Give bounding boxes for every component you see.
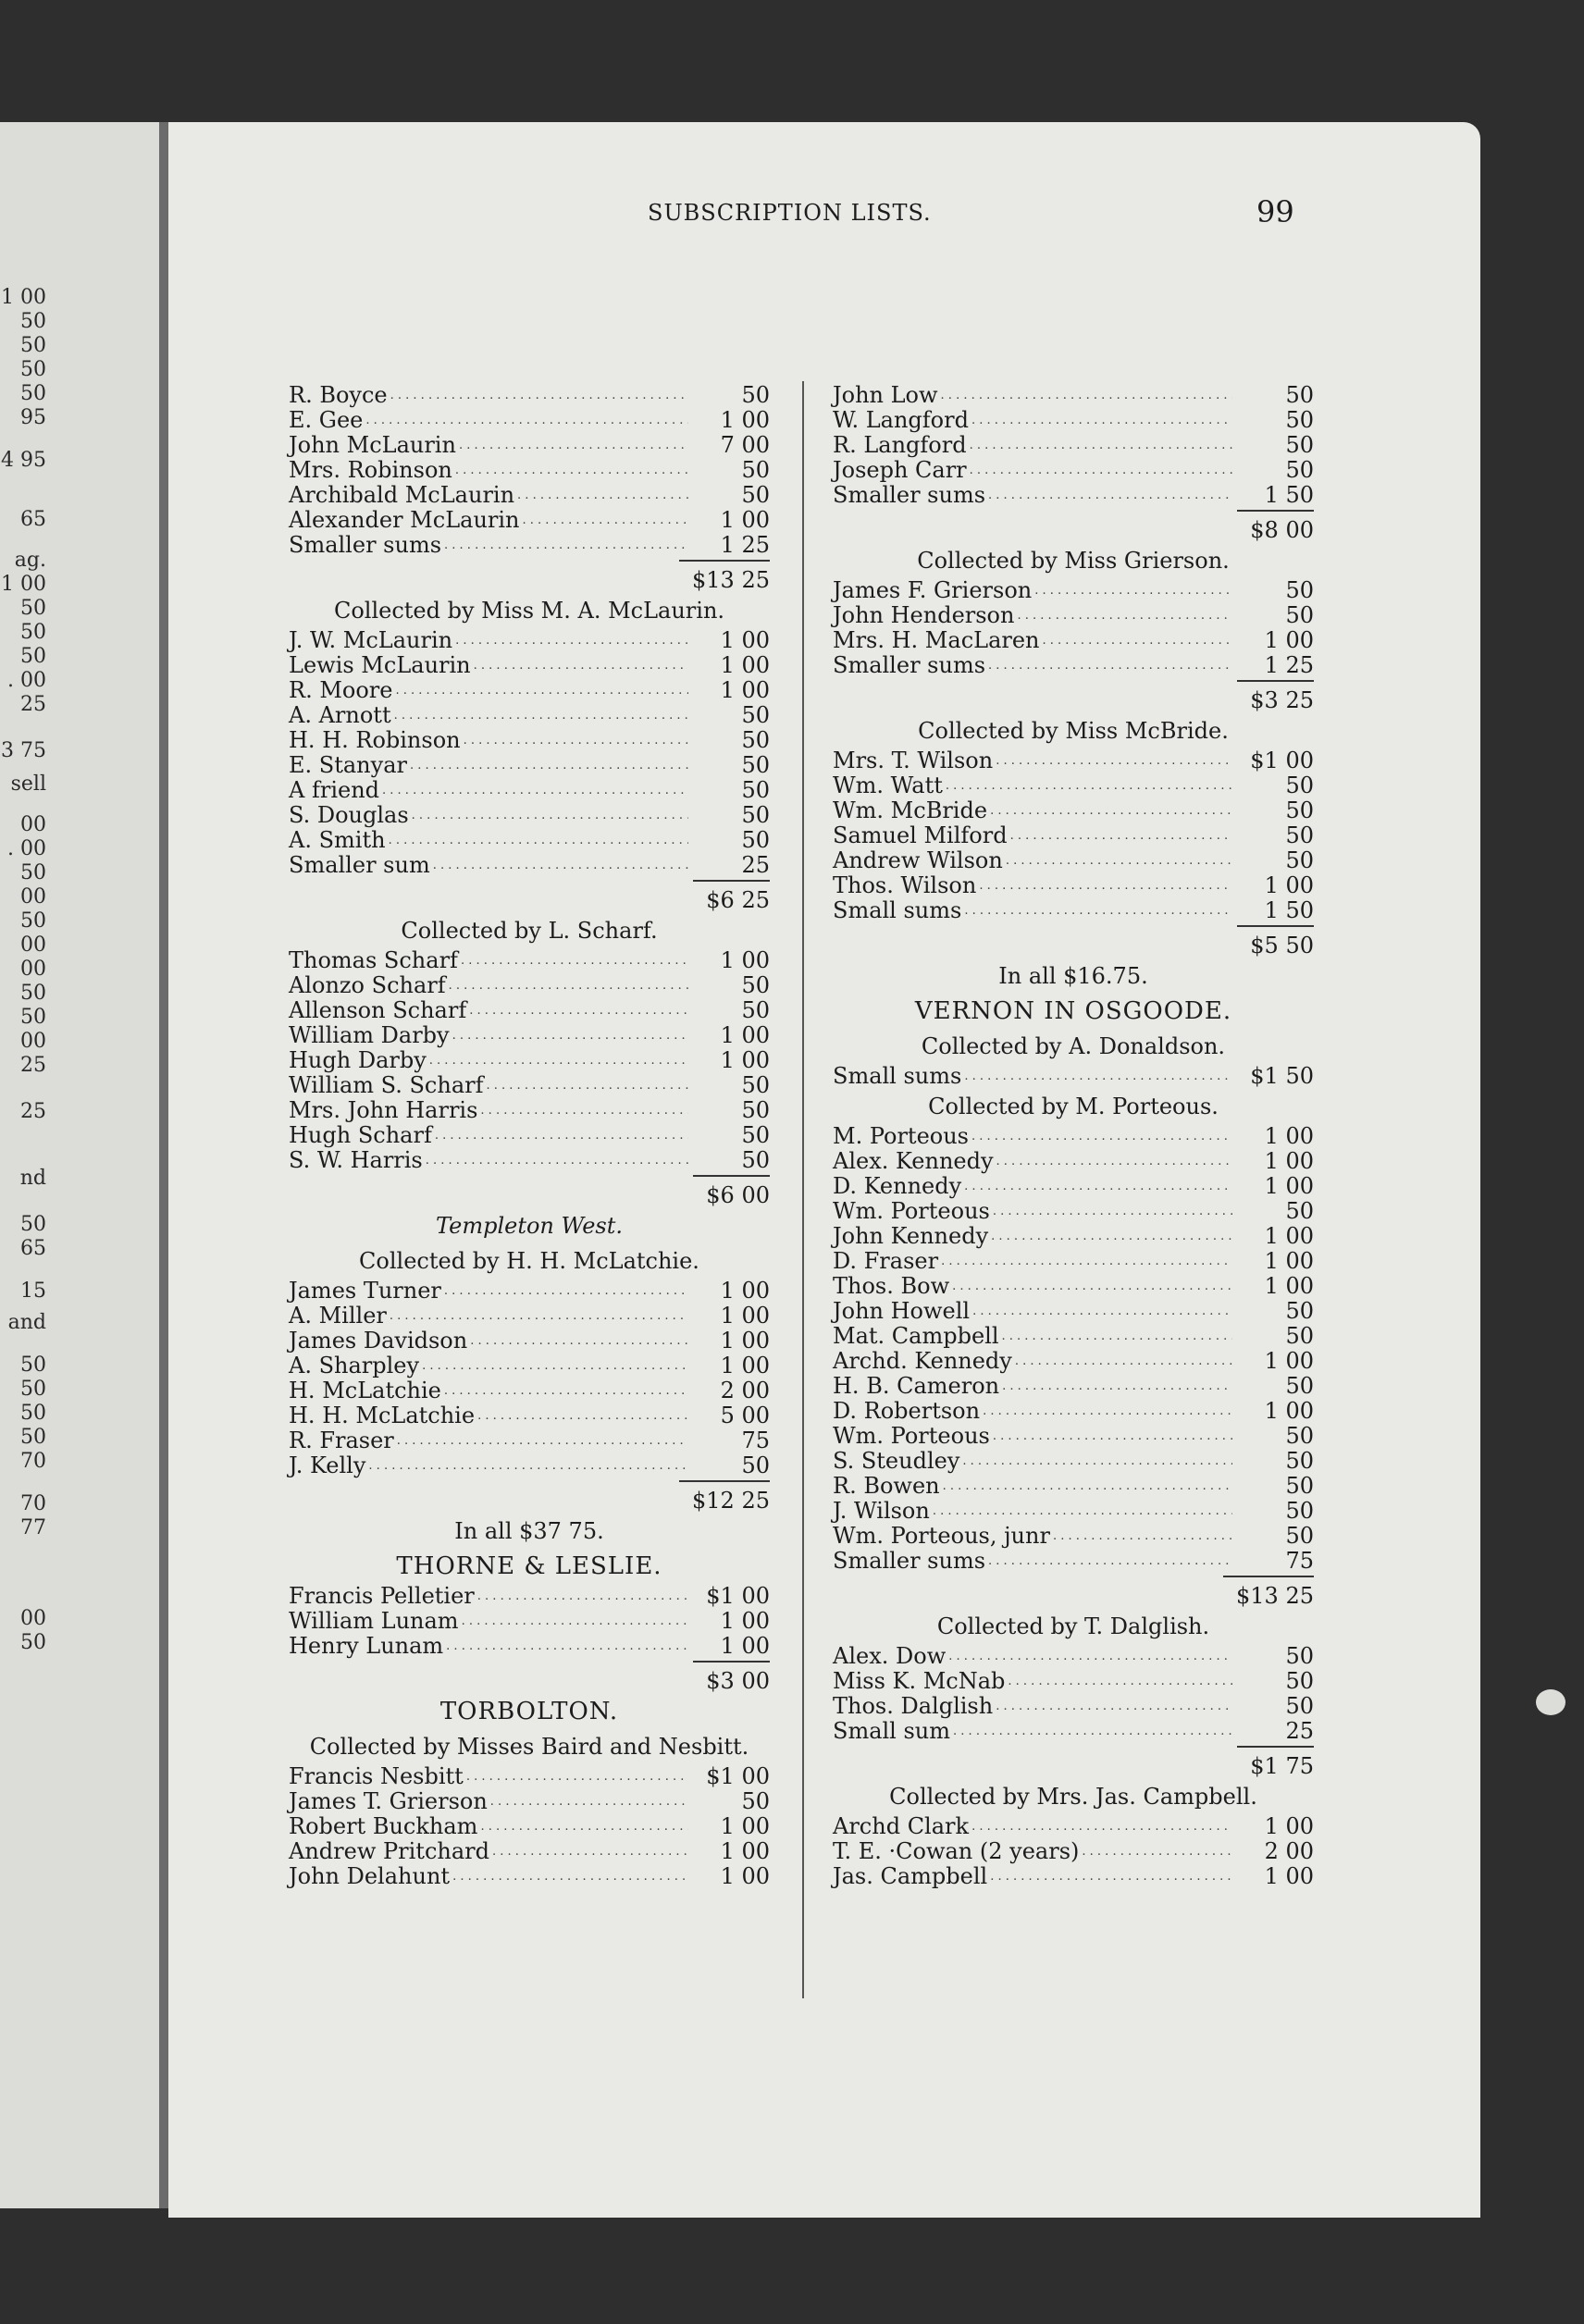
- amount: 50: [1285, 1523, 1314, 1549]
- amount: 75: [1285, 1548, 1314, 1574]
- subscription-entry: [289, 1864, 770, 1889]
- amount: 50: [741, 727, 770, 753]
- subscriber-name: R. Boyce: [289, 382, 388, 408]
- subscriber-name: A. Smith: [289, 827, 386, 853]
- subscription-entry: [833, 483, 1314, 508]
- subscriber-name: John McLaurin: [289, 432, 456, 458]
- amount: 50: [1285, 602, 1314, 628]
- subscriber-name: Small sum: [833, 1718, 951, 1744]
- amount: 50: [741, 802, 770, 828]
- amount: 50: [741, 752, 770, 778]
- amount: 50: [1285, 847, 1314, 873]
- subscriber-name: R. Moore: [289, 677, 393, 703]
- amount: 1 00: [720, 1608, 770, 1634]
- subscriber-name: James Davidson: [289, 1328, 468, 1354]
- amount: 50: [1285, 1693, 1314, 1719]
- subscriber-name: Lewis McLaurin: [289, 652, 471, 678]
- amount: 50: [741, 777, 770, 803]
- amount: 75: [741, 1428, 770, 1453]
- collector-heading: Collected by M. Porteous.: [928, 1094, 1219, 1119]
- subscriber-name: Andrew Wilson: [833, 847, 1003, 873]
- subscriber-name: Thomas Scharf: [289, 947, 458, 973]
- subscriber-name: Allenson Scharf: [289, 997, 467, 1023]
- subscriber-name: James F. Grierson: [833, 577, 1033, 603]
- amount: 50: [1285, 1373, 1314, 1399]
- subscriber-name: W. Langford: [833, 407, 969, 433]
- subscriber-name: Mrs. Robinson: [289, 457, 452, 483]
- subscriber-name: R. Langford: [833, 432, 967, 458]
- subscriber-name: Thos. Dalglish: [833, 1693, 994, 1719]
- section-heading: THORNE & LESLIE.: [396, 1552, 662, 1580]
- left-page-fragment: 50: [20, 909, 46, 933]
- collector-heading: Collected by Miss M. A. McLaurin.: [333, 598, 725, 624]
- subscription-entry: [833, 1719, 1314, 1744]
- subscriber-name: R. Fraser: [289, 1428, 394, 1453]
- subscriber-name: Mrs. T. Wilson: [833, 748, 994, 773]
- amount: 50: [1285, 822, 1314, 848]
- subscriber-name: Thos. Bow: [833, 1273, 950, 1299]
- amount: 50: [741, 997, 770, 1023]
- left-page-fragment: 25: [20, 1054, 46, 1077]
- left-page-fragment: . 00: [7, 837, 46, 860]
- column-rule: [802, 381, 804, 1998]
- amount: 50: [741, 382, 770, 408]
- collector-heading: Collected by Miss Grierson.: [917, 548, 1230, 574]
- amount: 50: [741, 1122, 770, 1148]
- subscriber-name: William S. Scharf: [289, 1072, 484, 1098]
- amount: 1 00: [720, 652, 770, 678]
- collector-heading: In all $16.75.: [998, 963, 1148, 989]
- subscriber-name: John Kennedy: [833, 1223, 989, 1249]
- subscriber-name: T. E. ·Cowan (2 years): [833, 1838, 1080, 1864]
- amount: 1 00: [720, 507, 770, 533]
- left-page-fragment: ag.: [14, 549, 46, 572]
- amount: 50: [741, 457, 770, 483]
- subscriber-name: J. Wilson: [833, 1498, 930, 1524]
- subtotal: [833, 1576, 1314, 1609]
- subscriber-name: J. W. McLaurin: [289, 627, 453, 653]
- amount: 50: [741, 1097, 770, 1123]
- subscription-entry: [833, 898, 1314, 923]
- amount: 50: [741, 702, 770, 728]
- subscriber-name: E. Gee: [289, 407, 364, 433]
- left-page-fragment: 50: [20, 1402, 46, 1425]
- amount: 50: [1285, 1498, 1314, 1524]
- subscriber-name: William Darby: [289, 1022, 450, 1048]
- amount: 50: [741, 1147, 770, 1173]
- amount: $1 00: [1250, 748, 1314, 773]
- left-page-fragment: 50: [20, 597, 46, 620]
- amount: 50: [741, 1072, 770, 1098]
- left-page-fragment: 65: [20, 508, 46, 531]
- amount: 50: [1285, 773, 1314, 798]
- subscriber-name: James Turner: [289, 1278, 441, 1304]
- subtotal: [289, 560, 770, 593]
- subtotal: [833, 510, 1314, 543]
- subscriber-name: S. W. Harris: [289, 1147, 423, 1173]
- left-page-fragment: 70: [20, 1450, 46, 1473]
- subscriber-name: S. Steudley: [833, 1448, 960, 1474]
- subscriber-name: Small sums: [833, 1063, 962, 1089]
- amount: 1 00: [1264, 1273, 1314, 1299]
- amount: 25: [741, 852, 770, 878]
- left-page-fragment: sell: [10, 773, 46, 796]
- subscriber-name: Smaller sums: [289, 532, 442, 558]
- left-page-fragment: 4 95: [1, 449, 46, 472]
- collector-heading: In all $37 75.: [454, 1518, 604, 1544]
- subscriber-name: Francis Nesbitt: [289, 1763, 464, 1789]
- subscriber-name: John Henderson: [833, 602, 1015, 628]
- subscriber-name: M. Porteous: [833, 1123, 969, 1149]
- left-page-edge: [0, 122, 159, 2208]
- amount: 1 00: [1264, 1813, 1314, 1839]
- subscriber-name: Alexander McLaurin: [289, 507, 520, 533]
- section-heading: TORBOLTON.: [439, 1698, 619, 1725]
- subtotal-amount: $13 25: [1223, 1576, 1314, 1613]
- subscriber-name: A friend: [289, 777, 380, 803]
- page-speck: [1536, 1689, 1565, 1715]
- amount: 1 00: [720, 627, 770, 653]
- dot-leader: [441, 529, 688, 558]
- subscriber-name: Jas. Campbell: [833, 1863, 988, 1889]
- left-page-fragment: 50: [20, 1213, 46, 1236]
- left-page-fragment: 70: [20, 1492, 46, 1515]
- collector-heading: Collected by L. Scharf.: [401, 918, 658, 944]
- subscriber-name: A. Arnott: [289, 702, 391, 728]
- dot-leader: [985, 649, 1232, 678]
- subscriber-name: R. Bowen: [833, 1473, 940, 1499]
- subscription-entry: [833, 653, 1314, 678]
- amount: 1 00: [720, 1353, 770, 1378]
- left-page-fragment: 00: [20, 813, 46, 836]
- left-page-fragment: 50: [20, 982, 46, 1005]
- left-page-fragment: 77: [20, 1516, 46, 1539]
- subscriber-name: Smaller sums: [833, 482, 986, 508]
- amount: 50: [1285, 1643, 1314, 1669]
- amount: 1 00: [720, 407, 770, 433]
- subscriber-name: Wm. Porteous: [833, 1198, 990, 1224]
- subscriber-name: Henry Lunam: [289, 1633, 444, 1659]
- left-page-fragment: 00: [20, 1607, 46, 1630]
- amount: 1 00: [720, 1022, 770, 1048]
- amount: 50: [1285, 1198, 1314, 1224]
- amount: 1 00: [1264, 1398, 1314, 1424]
- subtotal: [833, 680, 1314, 713]
- collector-heading: Collected by A. Donaldson.: [921, 1033, 1226, 1059]
- subscriber-name: James T. Grierson: [289, 1788, 488, 1814]
- amount: 50: [741, 482, 770, 508]
- subscriber-name: S. Douglas: [289, 802, 409, 828]
- subtotal: [833, 1746, 1314, 1779]
- amount: 50: [1285, 382, 1314, 408]
- subtotal-amount: $8 00: [1237, 510, 1314, 547]
- subscriber-name: H. H. McLatchie: [289, 1403, 476, 1428]
- subtotal-amount: $6 25: [693, 880, 770, 917]
- amount: 1 00: [1264, 1223, 1314, 1249]
- subtotal-amount: $3 25: [1237, 680, 1314, 717]
- left-page-fragment: 50: [20, 1631, 46, 1654]
- subscriber-name: John Low: [833, 382, 938, 408]
- subscriber-name: Robert Buckham: [289, 1813, 478, 1839]
- left-page-fragment: 25: [20, 1100, 46, 1123]
- amount: 50: [1285, 407, 1314, 433]
- subtotal: [289, 880, 770, 913]
- section-heading: VERNON IN OSGOODE.: [914, 997, 1232, 1025]
- subscriber-name: John Delahunt: [289, 1863, 451, 1889]
- subtotal-amount: $13 25: [679, 560, 770, 597]
- subscriber-name: D. Fraser: [833, 1248, 939, 1274]
- amount: $1 50: [1250, 1063, 1314, 1089]
- dot-leader: [443, 1630, 688, 1659]
- left-page-fragment: 15: [20, 1279, 46, 1303]
- subscriber-name: Wm. Watt: [833, 773, 943, 798]
- left-page-fragment: 25: [20, 693, 46, 716]
- amount: $1 00: [706, 1583, 770, 1609]
- subscriber-name: Alex. Dow: [833, 1643, 947, 1669]
- subscription-entry: [833, 1064, 1314, 1089]
- amount: 1 00: [720, 1838, 770, 1864]
- amount: 1 00: [1264, 1148, 1314, 1174]
- amount: 1 00: [720, 1633, 770, 1659]
- collector-heading: Collected by T. Dalglish.: [936, 1613, 1210, 1639]
- left-page-fragment: nd: [19, 1167, 46, 1190]
- amount: 50: [1285, 797, 1314, 823]
- subscriber-name: Mrs. H. MacLaren: [833, 627, 1040, 653]
- subscriber-name: Smaller sum: [289, 852, 430, 878]
- subtotal: [833, 925, 1314, 958]
- subscriber-name: Mrs. John Harris: [289, 1097, 478, 1123]
- left-page-fragment: 00: [20, 885, 46, 909]
- amount: 1 00: [1264, 1248, 1314, 1274]
- subscriber-name: William Lunam: [289, 1608, 459, 1634]
- subscriber-name: Alex. Kennedy: [833, 1148, 994, 1174]
- amount: 1 00: [720, 947, 770, 973]
- subscriber-name: John Howell: [833, 1298, 971, 1324]
- dot-leader: [450, 1860, 688, 1889]
- subtotal: [289, 1175, 770, 1208]
- subscriber-name: H. H. Robinson: [289, 727, 461, 753]
- subscriber-name: Hugh Darby: [289, 1047, 427, 1073]
- subscriber-name: Miss K. McNab: [833, 1668, 1006, 1694]
- dot-leader: [961, 1060, 1232, 1089]
- subtotal-amount: $6 00: [693, 1175, 770, 1212]
- amount: $1 00: [706, 1763, 770, 1789]
- collector-heading: Collected by Miss McBride.: [918, 718, 1229, 744]
- left-page-fragment: 1 00: [1, 573, 46, 596]
- running-title: SUBSCRIPTION LISTS.: [648, 200, 932, 226]
- collector-heading: Collected by Mrs. Jas. Campbell.: [889, 1784, 1257, 1810]
- amount: 1 50: [1264, 482, 1314, 508]
- subscription-entry: [833, 1549, 1314, 1574]
- left-page-fragment: 50: [20, 358, 46, 381]
- amount: 1 00: [1264, 1348, 1314, 1374]
- subscriber-name: Smaller sums: [833, 652, 986, 678]
- subscription-entry: [289, 1453, 770, 1478]
- amount: 1 00: [1264, 872, 1314, 898]
- subscriber-name: D. Kennedy: [833, 1173, 962, 1199]
- subtotal-amount: $3 00: [693, 1661, 770, 1698]
- running-head: [481, 194, 1406, 231]
- collector-heading: Collected by H. H. McLatchie.: [359, 1248, 699, 1274]
- subscriber-name: H. McLatchie: [289, 1378, 441, 1403]
- subscriber-name: Hugh Scharf: [289, 1122, 432, 1148]
- subtotal-amount: $5 50: [1237, 925, 1314, 962]
- collector-heading: Templeton West.: [435, 1213, 624, 1239]
- dot-leader: [423, 1144, 688, 1173]
- amount: 50: [1285, 1423, 1314, 1449]
- subscription-entry: [833, 1864, 1314, 1889]
- subscriber-name: Wm. Porteous: [833, 1423, 990, 1449]
- amount: 50: [1285, 1473, 1314, 1499]
- left-page-fragment: 00: [20, 958, 46, 981]
- amount: 1 00: [720, 1278, 770, 1304]
- amount: 50: [1285, 432, 1314, 458]
- amount: 1 00: [720, 1328, 770, 1354]
- left-page-fragment: 00: [20, 1030, 46, 1053]
- subscriber-name: Joseph Carr: [833, 457, 967, 483]
- left-page-fragment: 50: [20, 621, 46, 644]
- left-page-fragment: 50: [20, 1378, 46, 1401]
- amount: 50: [741, 827, 770, 853]
- amount: 1 00: [1264, 1173, 1314, 1199]
- subtotal: [289, 1480, 770, 1514]
- page-number: 99: [1256, 194, 1294, 229]
- subscription-entry: [289, 853, 770, 878]
- amount: 5 00: [720, 1403, 770, 1428]
- left-page-fragment: 95: [20, 406, 46, 429]
- subscriber-name: Archd. Kennedy: [833, 1348, 1012, 1374]
- subscriber-name: H. B. Cameron: [833, 1373, 1000, 1399]
- amount: 1 00: [720, 1863, 770, 1889]
- collector-heading: Collected by Misses Baird and Nesbitt.: [309, 1734, 749, 1760]
- subscriber-name: Francis Pelletier: [289, 1583, 475, 1609]
- subscriber-name: J. Kelly: [289, 1452, 366, 1478]
- subscriber-name: A. Miller: [289, 1303, 387, 1329]
- left-column: [289, 383, 770, 1889]
- subscriber-name: D. Robertson: [833, 1398, 981, 1424]
- amount: 1 00: [720, 1047, 770, 1073]
- amount: 1 00: [720, 1813, 770, 1839]
- left-page-fragment: 1 00: [1, 286, 46, 309]
- subscriber-name: Wm. Porteous, junr: [833, 1523, 1050, 1549]
- subscriber-name: Wm. McBride: [833, 797, 988, 823]
- left-page-fragment: 50: [20, 334, 46, 357]
- subscriber-name: Andrew Pritchard: [289, 1838, 489, 1864]
- amount: 7 00: [720, 432, 770, 458]
- left-page-fragment: 50: [20, 861, 46, 884]
- dot-leader: [950, 1715, 1232, 1744]
- left-page-fragment: . 00: [7, 669, 46, 692]
- dot-leader: [985, 479, 1232, 508]
- dot-leader: [985, 1545, 1232, 1574]
- dot-leader: [365, 1450, 688, 1478]
- left-page-fragment: 50: [20, 1006, 46, 1029]
- left-page-fragment: 50: [20, 645, 46, 668]
- left-page-fragment: and: [7, 1311, 46, 1334]
- subscriber-name: Alonzo Scharf: [289, 972, 446, 998]
- left-page-fragment: 50: [20, 1354, 46, 1377]
- amount: 2 00: [720, 1378, 770, 1403]
- amount: 1 50: [1264, 897, 1314, 923]
- subtotal-amount: $1 75: [1237, 1746, 1314, 1783]
- amount: 50: [1285, 1448, 1314, 1474]
- left-page-fragment: 50: [20, 310, 46, 333]
- amount: 1 25: [720, 532, 770, 558]
- amount: 1 00: [720, 677, 770, 703]
- dot-leader: [961, 895, 1232, 923]
- subtotal-amount: $12 25: [679, 1480, 770, 1517]
- amount: 1 25: [1264, 652, 1314, 678]
- amount: 50: [1285, 1298, 1314, 1324]
- left-page-fragment: 50: [20, 382, 46, 405]
- amount: 50: [741, 1452, 770, 1478]
- subscriber-name: A. Sharpley: [289, 1353, 420, 1378]
- subscription-entry: [833, 1814, 1314, 1839]
- subscriber-name: Archd Clark: [833, 1813, 970, 1839]
- amount: 50: [1285, 1323, 1314, 1349]
- amount: 2 00: [1264, 1838, 1314, 1864]
- subtotal: [289, 1661, 770, 1694]
- subscription-entry: [289, 533, 770, 558]
- subscriber-name: Archibald McLaurin: [289, 482, 515, 508]
- left-page-fragment: 50: [20, 1426, 46, 1449]
- right-column: [833, 383, 1314, 1889]
- amount: 50: [1285, 577, 1314, 603]
- left-page-fragment: 3 75: [1, 739, 46, 762]
- subscriber-name: Smaller sums: [833, 1548, 986, 1574]
- dot-leader: [430, 849, 688, 878]
- amount: 50: [1285, 457, 1314, 483]
- book-gutter: [159, 122, 168, 2208]
- amount: 50: [741, 1788, 770, 1814]
- amount: 25: [1285, 1718, 1314, 1744]
- left-page-fragment: 00: [20, 933, 46, 957]
- amount: 1 00: [1264, 1123, 1314, 1149]
- subscriber-name: Small sums: [833, 897, 962, 923]
- subscriber-name: Thos. Wilson: [833, 872, 977, 898]
- subscription-entry: [289, 1148, 770, 1173]
- amount: 50: [741, 972, 770, 998]
- amount: 1 00: [1264, 627, 1314, 653]
- amount: 1 00: [1264, 1863, 1314, 1889]
- amount: 50: [1285, 1668, 1314, 1694]
- amount: 1 00: [720, 1303, 770, 1329]
- subscriber-name: E. Stanyar: [289, 752, 407, 778]
- subscriber-name: Samuel Milford: [833, 822, 1008, 848]
- subscription-entry: [289, 1634, 770, 1659]
- left-page-fragment: 65: [20, 1237, 46, 1260]
- dot-leader: [987, 1860, 1232, 1889]
- subscriber-name: Mat. Campbell: [833, 1323, 999, 1349]
